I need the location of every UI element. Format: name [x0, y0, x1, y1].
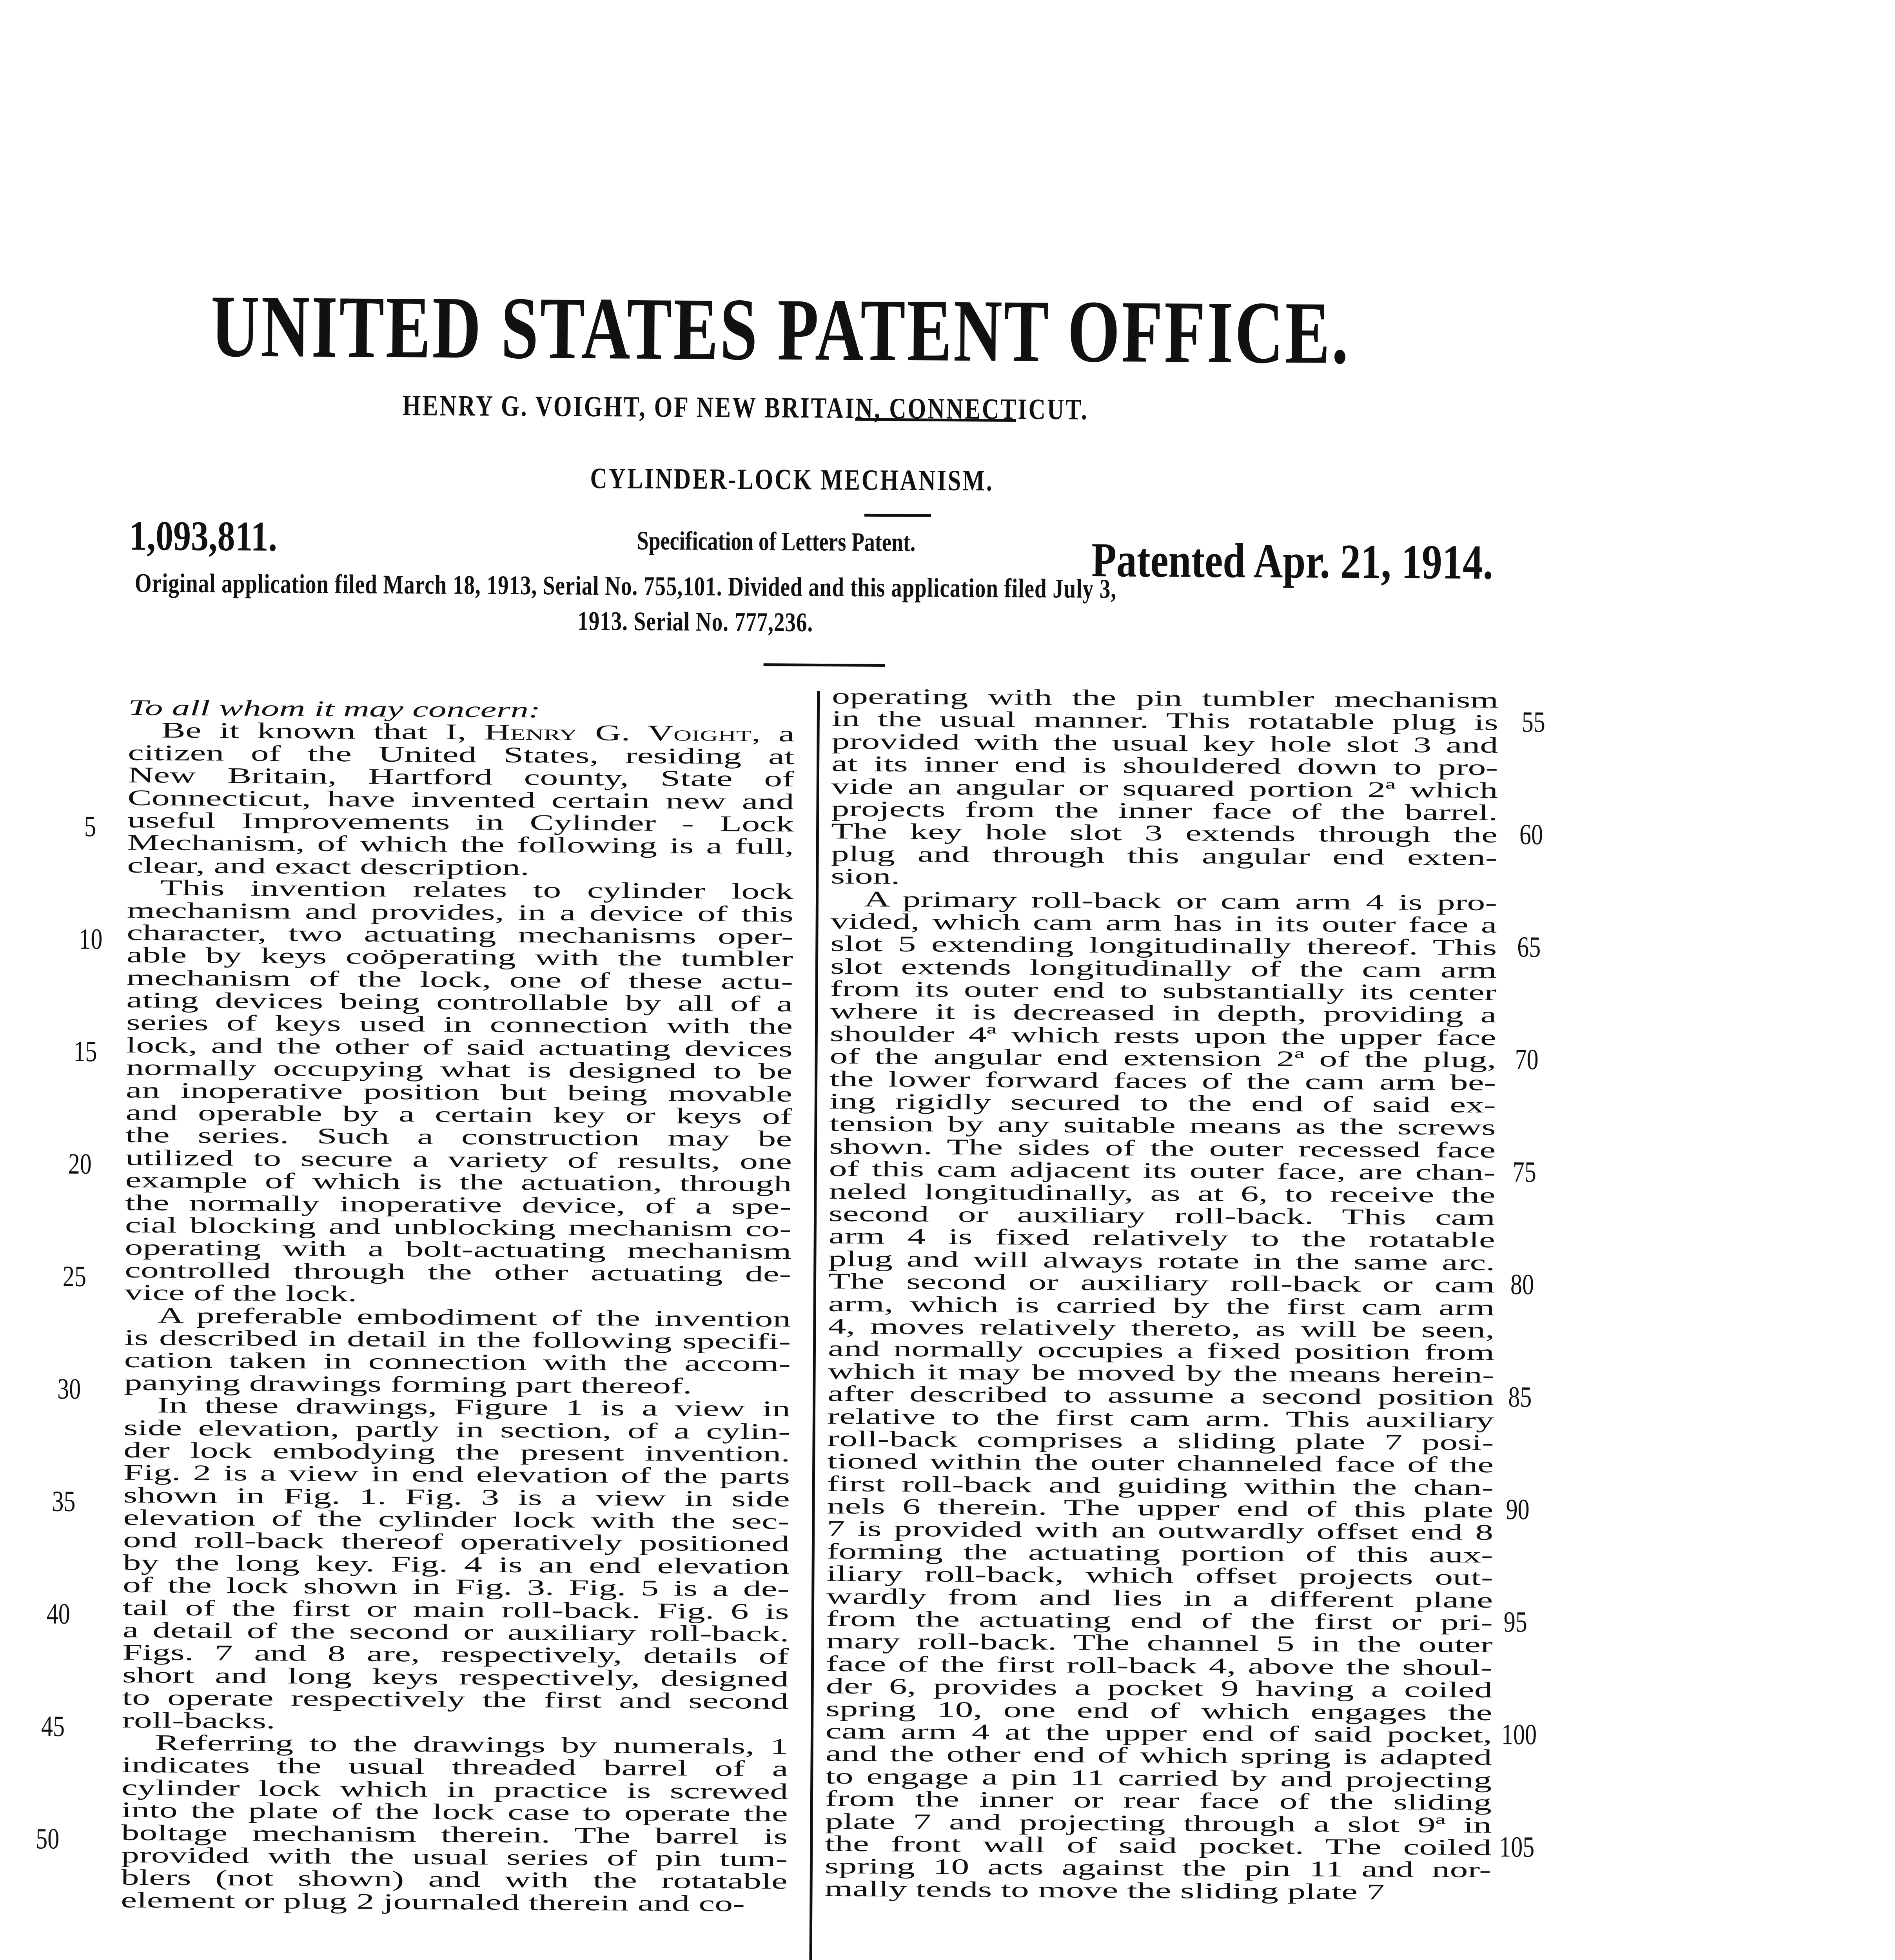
text-line: vided, which cam arm has in its outer face a — [830, 908, 1497, 938]
line-number: 5 — [84, 810, 96, 843]
line-number: 55 — [1521, 706, 1546, 739]
text-line: shoulder 4ª which rests upon the upper face — [830, 1021, 1497, 1050]
text-line: spring 10 acts against the pin 11 and nor- — [824, 1853, 1492, 1882]
text-line: is described in detail in the following specifi- — [124, 1325, 791, 1354]
text-line: boltage mechanism therein. The barrel is — [121, 1820, 788, 1849]
text-line: side elevation, partly in section, of a cylin- — [123, 1415, 790, 1444]
text-line: provided with the usual series of pin tum- — [121, 1842, 788, 1871]
text-line: by the long key. Fig. 4 is an end elevation — [123, 1550, 790, 1579]
text-line: This invention relates to cylinder lock — [160, 875, 794, 904]
text-line: cial blocking and unblocking mechanism co- — [125, 1212, 792, 1241]
text-line: from its outer end to substantially its center — [830, 976, 1497, 1005]
line-number: 85 — [1508, 1381, 1532, 1413]
text-line: and operable by a certain key or keys of — [125, 1100, 792, 1129]
text-line: cation taken in connection with the accom- — [124, 1347, 791, 1376]
filing-info-line-2: 1913. Serial No. 777,236. — [577, 606, 813, 637]
text-line: a detail of the second or auxiliary roll-back. — [122, 1617, 789, 1646]
inventor-line: HENRY G. VOIGHT, OF NEW BRITAIN, CONNECTICUT. — [402, 389, 1089, 426]
line-number: 80 — [1510, 1268, 1534, 1301]
text-line: sion. — [831, 864, 900, 889]
line-number: 15 — [73, 1035, 97, 1068]
line-number: 75 — [1512, 1156, 1537, 1188]
line-number: 40 — [46, 1597, 71, 1630]
line-number: 50 — [36, 1822, 60, 1855]
text-line: of the angular end extension 2ª of the plug, — [830, 1044, 1496, 1073]
text-line: element or plug 2 journaled therein and co- — [121, 1887, 745, 1916]
text-line: mary roll-back. The channel 5 in the outer — [826, 1628, 1493, 1657]
subtitle-rule — [864, 514, 931, 517]
text-line: The key hole slot 3 extends through the — [831, 818, 1498, 848]
column-divider — [806, 691, 820, 1960]
text-line: the lower forward faces of the cam arm be- — [830, 1066, 1496, 1095]
text-line: and normally occupies a fixed position from — [828, 1336, 1495, 1365]
text-line: from the inner or rear face of the sliding — [825, 1786, 1492, 1815]
text-line: provided with the usual key hole slot 3 and — [831, 728, 1498, 758]
text-line: lock, and the other of said actuating devices — [126, 1032, 793, 1062]
text-line: face of the first roll-back 4, above the shoul- — [826, 1651, 1493, 1680]
text-line: and the other end of which spring is adapted — [825, 1741, 1492, 1770]
text-line: blers (not shown) and with the rotatable — [121, 1865, 788, 1894]
text-line: relative to the first cam arm. This auxiliary — [827, 1403, 1494, 1433]
text-line: utilized to secure a variety of results, one — [125, 1145, 792, 1174]
text-line: citizen of the United States, residing at — [128, 740, 795, 769]
line-number: 45 — [41, 1710, 65, 1743]
text-line: vide an angular or squared portion 2ª which — [831, 773, 1498, 803]
text-line: able by keys coöperating with the tumbler — [126, 942, 793, 971]
text-line: plug and through this angular end exten- — [831, 841, 1497, 870]
text-line: neled longitudinally, as at 6, to receive the — [829, 1178, 1496, 1208]
text-line: first roll-back and guiding within the chan- — [827, 1471, 1494, 1500]
line-number: 105 — [1499, 1830, 1535, 1863]
text-line: operating with the pin tumbler mechanism — [831, 683, 1499, 713]
text-line: A preferable embodiment of the invention — [158, 1303, 791, 1332]
text-line: forming the actuating portion of this aux- — [826, 1538, 1494, 1568]
text-line: Referring to the drawings by numerals, 1 — [155, 1730, 788, 1759]
text-line: shown in Fig. 1. Fig. 3 is a view in side — [123, 1482, 790, 1512]
text-line: the front wall of said pocket. The coiled — [825, 1831, 1492, 1860]
text-line: Figs. 7 and 8 are, respectively, details of — [122, 1640, 789, 1669]
text-line: der lock embodying the present invention. — [123, 1437, 790, 1466]
text-line: roll-backs. — [122, 1707, 276, 1733]
text-line: tension by any suitable means as the screws — [829, 1111, 1496, 1140]
text-line: of this cam adjacent its outer face, are chan- — [829, 1156, 1496, 1185]
left-column — [121, 695, 795, 1919]
text-line: vice of the lock. — [124, 1280, 357, 1306]
text-line: mally tends to move the sliding plate 7 — [824, 1876, 1385, 1904]
text-line: the normally inoperative device, of a spe- — [125, 1190, 792, 1219]
patented-date: Patented Apr. 21, 1914. — [1091, 533, 1494, 590]
inventor-name: Henry G. Voight — [484, 719, 752, 746]
text-line: example of which is the actuation, through — [125, 1167, 792, 1196]
office-title: UNITED STATES PATENT OFFICE. — [211, 277, 1350, 383]
text-line: 4, moves relatively thereto, as will be seen, — [828, 1313, 1495, 1343]
text-line: indicates the usual threaded barrel of a — [122, 1752, 788, 1781]
text-line: which it may be moved by the means herein- — [828, 1358, 1494, 1388]
text-line: short and long keys respectively, designed — [122, 1662, 789, 1691]
text-line: arm, which is carried by the first cam arm — [828, 1291, 1495, 1320]
patent-number: 1,093,811. — [129, 512, 278, 560]
specification-label: Specification of Letters Patent. — [637, 526, 916, 557]
salutation: To all whom it may concern: — [128, 695, 541, 722]
line-number: 20 — [68, 1147, 92, 1180]
text-line: clear, and exact description. — [127, 852, 530, 880]
text-line: ond roll-back thereof operatively positioned — [123, 1527, 790, 1557]
text-line: ating devices being controllable by all of a — [126, 987, 793, 1016]
text-line: roll-back comprises a sliding plate 7 posi- — [827, 1426, 1494, 1455]
text-line: normally occupying what is designed to be — [126, 1055, 793, 1084]
text-line: New Britain, Hartford county, State of — [127, 762, 795, 791]
text-line: operating with a bolt-actuating mechanism — [125, 1235, 791, 1264]
text-line: where it is decreased in depth, providing a — [830, 998, 1497, 1028]
text-line: plug and will always rotate in the same arc. — [828, 1246, 1495, 1275]
text-line: plate 7 and projecting through a slot 9ª in — [825, 1808, 1492, 1838]
text-line: controlled through the other actuating de- — [124, 1257, 791, 1287]
text-line: iliary roll-back, which offset projects out- — [826, 1561, 1493, 1590]
text-line: Be it known that I, Henry G. Voight, a — [161, 717, 795, 746]
text-line: panying drawings forming part thereof. — [124, 1370, 692, 1398]
line-number: 70 — [1515, 1043, 1539, 1076]
text-line: 7 is provided with an outwardly offset end 8 — [826, 1516, 1494, 1545]
text-line: In these drawings, Figure 1 is a view in — [157, 1392, 791, 1421]
line-number: 30 — [57, 1372, 81, 1405]
text-line: Connecticut, have invented certain new and — [127, 785, 794, 814]
text-line: Mechanism, of which the following is a full, — [127, 830, 794, 859]
invention-title: CYLINDER-LOCK MECHANISM. — [590, 462, 994, 497]
text-line: The second or auxiliary roll-back or cam — [828, 1269, 1495, 1298]
text-line: nels 6 therein. The upper end of this plate — [827, 1493, 1494, 1523]
text-line: of the lock shown in Fig. 3. Fig. 5 is a de- — [123, 1572, 790, 1601]
text-line: der 6, provides a pocket 9 having a coiled — [826, 1673, 1492, 1702]
line-number: 60 — [1519, 818, 1543, 851]
text-line: slot extends longitudinally of the cam arm — [830, 953, 1497, 983]
line-number: 25 — [62, 1260, 87, 1293]
text-line: after described to assume a second position — [828, 1381, 1494, 1410]
line-number: 100 — [1501, 1718, 1537, 1751]
right-column — [824, 683, 1499, 1908]
line-number: 10 — [79, 922, 103, 955]
text-line: arm 4 is fixed relatively to the rotatable — [828, 1223, 1495, 1252]
text-line: cam arm 4 at the upper end of said pocket, — [825, 1718, 1492, 1748]
line-number: 65 — [1517, 931, 1541, 963]
line-number: 35 — [52, 1485, 76, 1518]
text-line: ing rigidly secured to the end of said ex- — [829, 1088, 1496, 1118]
text-line: elevation of the cylinder lock with the sec- — [123, 1504, 790, 1534]
text-line: wardly from and lies in a different plane — [826, 1583, 1493, 1613]
text-line: mechanism of the lock, one of these actu- — [126, 965, 793, 994]
text-line: mechanism and provides, in a device of this — [127, 897, 793, 927]
text-line: to operate respectively the first and second — [122, 1685, 789, 1714]
text-line: tail of the first or main roll-back. Fig. 6 is — [122, 1595, 790, 1624]
text-line: A primary roll-back or cam arm 4 is pro- — [864, 886, 1497, 915]
filing-info-line-1: Original application filed March 18, 1913, Serial No. 755,101. Divided and this application filed July 3, — [134, 568, 1117, 604]
text-line: character, two actuating mechanisms oper- — [127, 920, 793, 949]
line-number: 90 — [1506, 1493, 1530, 1526]
text-line: the series. Such a construction may be — [125, 1122, 792, 1151]
text-line: series of keys used in connection with the — [126, 1010, 793, 1039]
text-line: to engage a pin 11 carried by and projecting — [825, 1763, 1492, 1793]
header-rule — [764, 663, 885, 667]
text-line: in the usual manner. This rotatable plug is — [831, 706, 1498, 735]
text-line: slot 5 extending longitudinally thereof. This — [830, 931, 1497, 960]
text-line: tioned within the outer channeled face of the — [827, 1448, 1494, 1477]
text-line: cylinder lock which in practice is screwed — [121, 1775, 788, 1804]
text-line: Fig. 2 is a view in end elevation of the parts — [123, 1460, 790, 1489]
line-number: 95 — [1503, 1605, 1528, 1638]
text-line: shown. The sides of the outer recessed face — [829, 1133, 1496, 1163]
text-line: useful Improvements in Cylinder - Lock — [127, 807, 794, 837]
text-line: spring 10, one end of which engages the — [826, 1696, 1492, 1725]
text-line: projects from the inner face of the barrel. — [831, 796, 1498, 825]
text-line: at its inner end is shouldered down to pro- — [831, 751, 1498, 780]
text-line: into the plate of the lock case to operate the — [121, 1797, 788, 1826]
text-line: from the actuating end of the first or pri- — [826, 1606, 1493, 1635]
text-line: an inoperative position but being movable — [125, 1077, 793, 1107]
text-line: second or auxiliary roll-back. This cam — [828, 1201, 1496, 1230]
